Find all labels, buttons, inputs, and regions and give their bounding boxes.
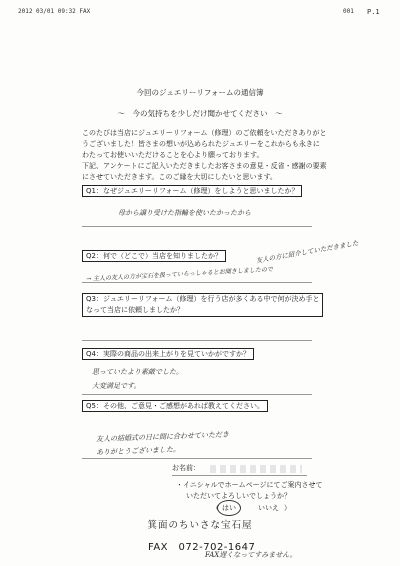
yes-option-open-paren: （ xyxy=(212,504,219,512)
intro-line: このたびは当店にジュエリーリフォーム（修理）のご依頼をいただきありがと xyxy=(82,129,327,137)
name-label: お名前： xyxy=(172,464,200,472)
shop-name: 箕面のちいさな宝石屋 xyxy=(147,520,253,531)
no-option: いいえ xyxy=(258,504,279,512)
answer-line xyxy=(82,458,312,459)
answer-5-handwritten: ありがとうございました。 xyxy=(95,445,181,457)
answer-2-handwritten: 友人の方に紹介していただきました xyxy=(255,239,359,265)
name-underline xyxy=(172,475,307,476)
initial-question-line2: いただいてよろしいでしょうか？ xyxy=(186,492,291,500)
name-value-redacted xyxy=(210,465,302,473)
form-title: 今回のジュエリーリフォームの通信簿 xyxy=(136,88,264,97)
question-3-label-line1: Q3：ジュエリーリフォーム（修理）を行う店が多くある中で何が決め手と xyxy=(86,295,320,303)
answer-1-handwritten: 母から譲り受けた指輪を使いたかったから xyxy=(118,209,251,217)
fax-header-page-mark: P.1 xyxy=(367,8,380,16)
yes-selected-circle xyxy=(217,500,241,516)
fax-note-handwritten: FAX遅くなってすみません。 xyxy=(205,551,297,559)
answer-4-handwritten: 思っていたより素敵でした。 xyxy=(92,368,183,376)
answer-line xyxy=(82,340,312,341)
question-1-label: Q1：なぜジュエリーリフォーム（修理）をしようと思いましたか？ xyxy=(82,185,302,197)
fax-header-page-number: 001 xyxy=(343,8,354,15)
question-4-label: Q4：実際の商品の出来上がりを見ていかがですか？ xyxy=(82,348,254,360)
intro-line: うございました！皆さまの想いが込められたジュエリーをこれからも永きに xyxy=(82,140,320,148)
form-subtitle: ～ 今の気持ちを少しだけ聞かせてください ～ xyxy=(117,109,283,118)
question-5-label: Q5：その他、ご意見・ご感想があれば教えてください。 xyxy=(82,400,268,412)
answer-line xyxy=(82,394,312,395)
intro-line: 下記、アンケートにご記入いただきましたお客さまの意見・反省・感謝の要素 xyxy=(82,162,327,170)
answer-4-handwritten: 大変満足です。 xyxy=(92,382,141,390)
answer-2-handwritten-continued: → 主人の友人の方が宝石を扱っていらっしゃるとお聞きしましたので xyxy=(85,266,274,283)
fax-number: FAX 072-702-1647 xyxy=(148,542,256,553)
question-2-label: Q2：何で（どこで）当店を知りましたか？ xyxy=(82,250,226,262)
answer-line xyxy=(82,282,312,283)
intro-line: わたってお使いいただけることを心より願っております。 xyxy=(82,151,264,159)
answer-line xyxy=(82,226,312,227)
yes-option: はい xyxy=(222,504,236,512)
no-option-close-paren: ） xyxy=(284,504,291,512)
initial-question-line1: ・イニシャルでホームページにてご案内させて xyxy=(176,481,323,489)
answer-5-handwritten: 友人の結婚式の日に間に合わせていただき xyxy=(95,430,230,444)
question-3-label xyxy=(82,293,323,317)
question-3-label-line2: なって当店に依頼しましたか？ xyxy=(86,306,184,314)
fax-header-timestamp: 2012 03/01 09:32 FAX xyxy=(18,8,91,15)
intro-line: にさせていただきます。このご縁を大切にしたいと思います。 xyxy=(82,173,277,181)
